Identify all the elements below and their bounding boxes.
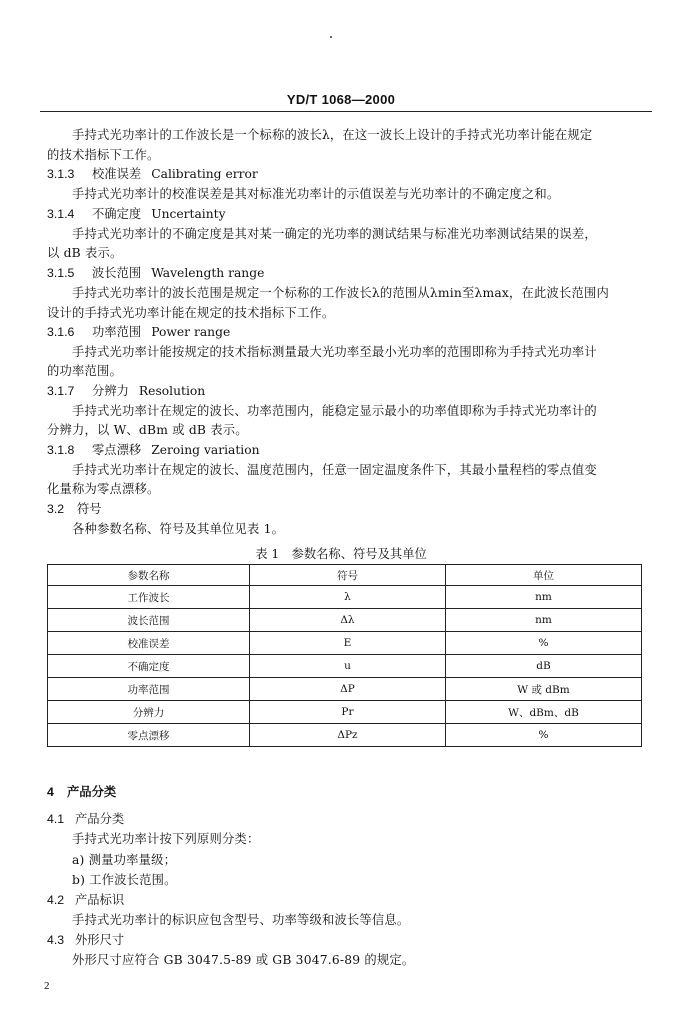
table-caption: 表 1 参数名称、符号及其单位 — [255, 547, 427, 561]
section-3-1-5-body-1: 手持式光功率计的波长范围是规定一个标称的工作波长λ的范围从λmin至λmax，在此波长范围内 — [72, 286, 610, 300]
section-title: 产品分类 — [75, 812, 125, 826]
table-cell: 校准误差 — [48, 632, 250, 655]
section-3-2-body: 各种参数名称、符号及其单位见表 1。 — [72, 522, 285, 536]
section-3-1-8-body-2: 化量称为零点漂移。 — [47, 482, 160, 496]
chapter-number: 4 — [47, 785, 54, 799]
section-number: 4.1 — [47, 812, 65, 826]
section-3-1-6-body-2: 的功率范围。 — [47, 364, 122, 378]
section-number: 4.2 — [47, 893, 65, 907]
table-cell: nm — [445, 586, 641, 609]
page-number: 2 — [44, 980, 50, 992]
section-3-1-8-body-1: 手持式光功率计在规定的波长、温度范围内，任意一固定温度条件下，其最小量程档的零点值变 — [72, 463, 597, 477]
table-cell: Pr — [249, 701, 445, 724]
section-3-1-6-body-1: 手持式光功率计能按规定的技术指标测量最大光功率至最小光功率的范围即称为手持式光功率计 — [72, 345, 597, 359]
section-3-1-7-heading — [47, 381, 205, 399]
section-3-1-4-body-1: 手持式光功率计的不确定度是其对某一确定的光功率的测试结果与标准光功率测试结果的误差， — [72, 227, 597, 241]
table-cell: u — [249, 655, 445, 678]
section-title-zh: 分辨力 — [92, 384, 129, 398]
table-cell: 不确定度 — [48, 655, 250, 678]
intro-line-1: 手持式光功率计的工作波长是一个标称的波长λ，在这一波长上设计的手持式光功率计能在规定 — [72, 128, 593, 142]
table-cell: W、dBm、dB — [445, 701, 641, 724]
table-cell: dB — [445, 655, 641, 678]
table-row — [48, 724, 642, 747]
section-number: 3.1.3 — [47, 167, 75, 181]
section-4-1-body: 手持式光功率计按下列原则分类： — [72, 832, 260, 846]
section-title-en: Resolution — [138, 384, 206, 398]
table-header-row — [48, 565, 642, 586]
chapter-4-heading — [47, 782, 116, 800]
section-3-1-3-heading — [47, 164, 258, 182]
column-header: 单位 — [445, 565, 641, 586]
list-item-b: b) 工作波长范围。 — [72, 873, 177, 887]
section-4-1-heading — [47, 809, 124, 827]
table-cell: 工作波长 — [48, 586, 250, 609]
table-row — [48, 586, 642, 609]
section-3-1-7-body-1: 手持式光功率计在规定的波长、功率范围内，能稳定显示最小的功率值即称为手持式光功率计的 — [72, 404, 597, 418]
header-rule — [40, 111, 652, 112]
parameter-table — [47, 564, 642, 747]
section-number: 3.1.6 — [47, 325, 75, 339]
section-number: 3.1.5 — [47, 266, 75, 280]
standard-code-header: YD/T 1068—2000 — [286, 92, 396, 107]
table-cell: 分辨力 — [48, 701, 250, 724]
section-number: 3.1.7 — [47, 384, 75, 398]
section-3-1-6-heading — [47, 322, 230, 340]
section-4-3-body: 外形尺寸应符合 GB 3047.5-89 或 GB 3047.6-89 的规定。 — [72, 953, 415, 967]
section-3-1-5-heading — [47, 263, 264, 281]
section-title-zh: 波长范围 — [92, 266, 142, 280]
section-title-zh: 零点漂移 — [92, 443, 142, 457]
section-3-1-4-heading — [47, 204, 226, 222]
section-number: 3.1.8 — [47, 443, 75, 457]
section-title: 符号 — [77, 502, 102, 516]
table-cell: 波长范围 — [48, 609, 250, 632]
section-title-zh: 不确定度 — [92, 207, 142, 221]
section-title-zh: 功率范围 — [92, 325, 142, 339]
table-cell: W 或 dBm — [445, 678, 641, 701]
table-row — [48, 632, 642, 655]
section-title-en: Zeroing variation — [151, 443, 260, 457]
section-3-1-8-heading — [47, 440, 260, 458]
section-title: 外形尺寸 — [75, 933, 125, 947]
chapter-title: 产品分类 — [67, 784, 117, 799]
section-4-2-body: 手持式光功率计的标识应包含型号、功率等级和波长等信息。 — [72, 913, 410, 927]
column-header: 参数名称 — [48, 565, 250, 586]
table-cell: 零点漂移 — [48, 724, 250, 747]
table-row — [48, 609, 642, 632]
table-cell: % — [445, 632, 641, 655]
section-4-2-heading — [47, 890, 124, 908]
section-3-2-heading — [47, 499, 102, 517]
section-number: 4.3 — [47, 933, 65, 947]
table-cell: 功率范围 — [48, 678, 250, 701]
table-row — [48, 678, 642, 701]
section-title-en: Calibrating error — [151, 167, 258, 181]
section-title-en: Wavelength range — [151, 266, 265, 280]
list-item-a: a) 测量功率量级； — [72, 853, 177, 867]
table-cell: E — [249, 632, 445, 655]
section-number: 3.2 — [47, 502, 65, 516]
section-3-1-7-body-2: 分辨力，以 W、dBm 或 dB 表示。 — [47, 423, 248, 437]
table-cell: ΔPz — [249, 724, 445, 747]
table-cell: nm — [445, 609, 641, 632]
table-cell: % — [445, 724, 641, 747]
section-number: 3.1.4 — [47, 207, 75, 221]
section-3-1-5-body-2: 设计的手持式光功率计能在规定的技术指标下工作。 — [47, 306, 335, 320]
section-3-1-4-body-2: 以 dB 表示。 — [47, 246, 123, 260]
column-header: 符号 — [249, 565, 445, 586]
table-cell: λ — [249, 586, 445, 609]
section-3-1-3-body-1: 手持式光功率计的校准误差是其对标准光功率计的示值误差与光功率计的不确定度之和。 — [72, 187, 560, 201]
table-cell: Δλ — [249, 609, 445, 632]
section-title-zh: 校准误差 — [92, 167, 142, 181]
table-row — [48, 655, 642, 678]
scan-speck — [330, 36, 332, 38]
table-row — [48, 701, 642, 724]
section-title-en: Power range — [151, 325, 231, 339]
table-cell: ΔP — [249, 678, 445, 701]
section-title: 产品标识 — [75, 893, 125, 907]
section-4-3-heading — [47, 930, 124, 948]
section-title-en: Uncertainty — [151, 207, 226, 221]
intro-line-2: 的技术指标下工作。 — [47, 148, 160, 162]
